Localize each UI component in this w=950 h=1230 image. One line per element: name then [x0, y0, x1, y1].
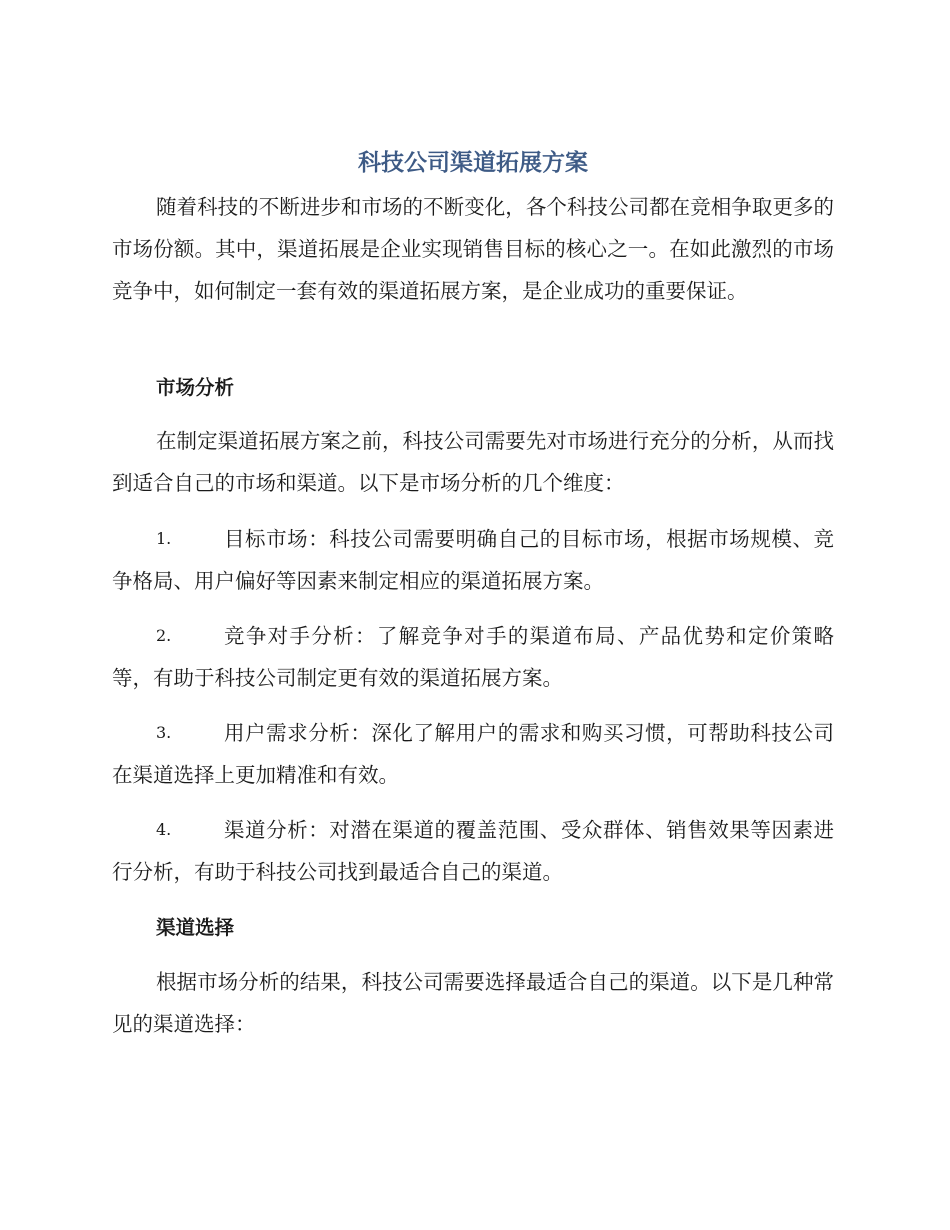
list-item-number: 3. — [156, 723, 172, 742]
list-item-number: 2. — [156, 626, 172, 645]
list-item-text: 竞争对手分析：了解竞争对手的渠道布局、产品优势和定价策略等，有助于科技公司制定更有效的渠道拓展方案。 — [112, 624, 834, 690]
list-item-number: 4. — [156, 820, 172, 839]
list-item — [112, 712, 834, 796]
section-heading-channel-selection: 渠道选择 — [156, 916, 235, 939]
section-heading-market-analysis: 市场分析 — [156, 376, 235, 399]
list-item-text: 渠道分析：对潜在渠道的覆盖范围、受众群体、销售效果等因素进行分析，有助于科技公司找到最适合自己的渠道。 — [112, 818, 834, 884]
market-analysis-paragraph: 在制定渠道拓展方案之前，科技公司需要先对市场进行充分的分析，从而找到适合自己的市场和渠道。以下是市场分析的几个维度： — [112, 429, 834, 495]
list-item-text: 目标市场：科技公司需要明确自己的目标市场，根据市场规模、竞争格局、用户偏好等因素来制定相应的渠道拓展方案。 — [112, 527, 834, 593]
document-title: 科技公司渠道拓展方案 — [358, 150, 588, 176]
list-item — [112, 809, 834, 893]
intro-paragraph: 随着科技的不断进步和市场的不断变化，各个科技公司都在竞相争取更多的市场份额。其中，渠道拓展是企业实现销售目标的核心之一。在如此激烈的市场竞争中，如何制定一套有效的渠道拓展方案，是企业成功的重要保证。 — [112, 195, 834, 303]
list-item — [112, 615, 834, 699]
list-item-text: 用户需求分析：深化了解用户的需求和购买习惯，可帮助科技公司在渠道选择上更加精准和有效。 — [112, 721, 834, 787]
channel-selection-paragraph: 根据市场分析的结果，科技公司需要选择最适合自己的渠道。以下是几种常见的渠道选择： — [112, 970, 834, 1036]
list-item — [112, 518, 834, 602]
list-item-number: 1. — [156, 529, 172, 548]
